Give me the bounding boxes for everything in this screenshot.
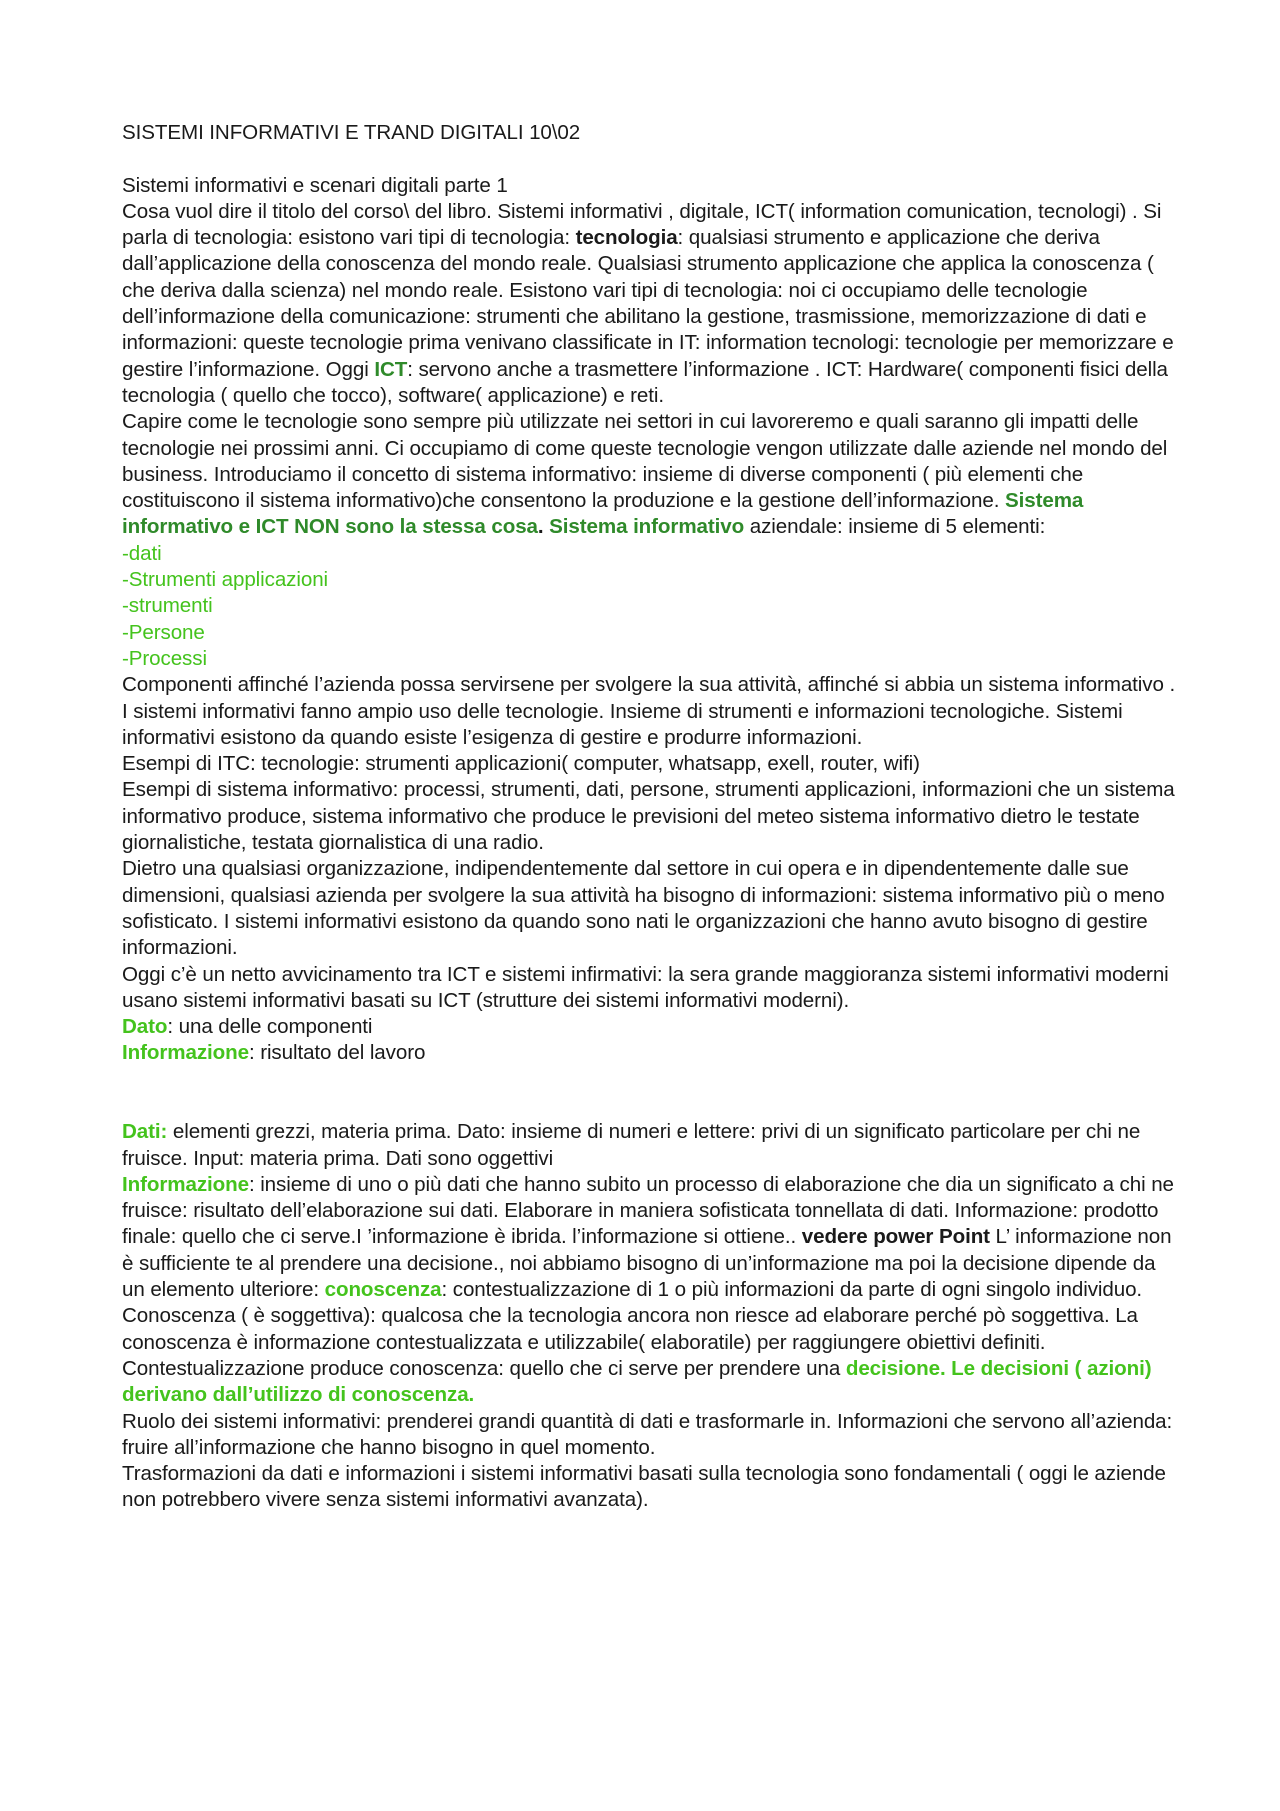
highlight-not-same: Sistema informativo e ICT NON sono la stessa cosa [122, 489, 1084, 539]
term-ict: ICT [374, 357, 408, 381]
list-item: -dati [122, 541, 162, 565]
term-informazione-2: Informazione [122, 1172, 249, 1196]
paragraph-dati: Dati: elementi grezzi, materia prima. Dato: insieme di numeri e lettere: privi di un significato particolare per chi ne fruisce. Input: materia prima. Dati sono oggettivi [122, 1120, 1141, 1170]
paragraph-sistema-informativo: Capire come le tecnologie sono sempre più utilizzate nei settori in cui lavoreremo e quali saranno gli impatti delle tecnologie nei prossimi anni. Ci occupiamo di come queste tecnologie vengon utilizzate dalle aziende nel mondo del business. Introduciamo il concetto di sistema informativo: insieme di diverse componenti ( più elementi che costituiscono il sistema informativo)che consentono la produzione e la gestione dell’informazione. Sistema informativo e ICT NON sono la stessa cosa. Sistema informativo aziendale: insieme di 5 elementi: [122, 410, 1168, 539]
paragraph-esempi-sistema: Esempi di sistema informativo: processi, strumenti, dati, persone, strumenti applicazioni, informazioni che un sistema informativo produce, sistema informativo che produce le previsioni del meteo sistema informativo dietro le testate giornalistiche, testata giornalistica di una radio. [122, 778, 1175, 855]
list-item: -Persone [122, 620, 205, 644]
term-dati: Dati: [122, 1120, 168, 1144]
list-item: -Processi [122, 646, 207, 670]
term-conoscenza: conoscenza [324, 1278, 442, 1302]
document-page [122, 120, 1182, 1514]
term-dato: Dato [122, 1015, 168, 1039]
subtitle: Sistemi informativi e scenari digitali parte 1 [122, 173, 508, 197]
term-informazione: Informazione [122, 1041, 249, 1065]
list-item: -Strumenti applicazioni [122, 568, 329, 592]
paragraph-trasformazioni: Trasformazioni da dati e informazioni i sistemi informativi basati sulla tecnologia sono fondamentali ( oggi le aziende non potrebbero vivere senza sistemi informativi avanzata). [122, 1462, 1166, 1512]
term-tecnologia: tecnologia [575, 226, 678, 250]
definition-dato: Dato: una delle componenti [122, 1015, 373, 1039]
list-item: -strumenti [122, 594, 213, 618]
definition-informazione: Informazione: risultato del lavoro [122, 1041, 426, 1065]
paragraph-ruolo: Ruolo dei sistemi informativi: prenderei grandi quantità di dati e trasformarle in. Informazioni che servono all’azienda: fruire all’informazione che hanno bisogno in quel momento. [122, 1409, 1173, 1459]
document-title: SISTEMI INFORMATIVI E TRAND DIGITALI 10\02 [122, 121, 581, 144]
term-sistema-informativo: Sistema informativo [549, 515, 745, 539]
blank-space [122, 1067, 1182, 1120]
paragraph-informazione: Informazione: insieme di uno o più dati che hanno subito un processo di elaborazione che dia un significato a chi ne fruisce: risultato dell’elaborazione sui dati. Elaborare in maniera sofisticata tonnellata di dati. Informazione: prodotto finale: quello che ci serve.I ’informazione è ibrida. l’informazione si ottiene.. vedere power Point L’ informazione non è sufficiente te al prendere una decisione., noi abbiamo bisogno di un’informazione ma poi la decisione dipende da un elemento ulteriore: conoscenza: contestualizzazione di 1 o più informazioni da parte di ogni singolo individuo. Conoscenza ( è soggettiva): qualcosa che la tecnologia ancora non riesce ad elaborare perché pò soggettiva. La conoscenza è informazione contestualizzata e utilizzabile( elaboratile) per raggiungere obiettivi definiti. Contestualizzazione produce conoscenza: quello che ci serve per prendere una decisione. Le decisioni ( azioni) derivano dall’utilizzo di conoscenza. [122, 1172, 1174, 1407]
power-point-ref: vedere power Point [801, 1225, 990, 1249]
paragraph-esempi-itc: Esempi di ITC: tecnologie: strumenti applicazioni( computer, whatsapp, exell, router, wifi) [122, 752, 920, 776]
paragraph-intro: Cosa vuol dire il titolo del corso\ del libro. Sistemi informativi , digitale, ICT( information comunication, tecnologi) . Si parla di tecnologia: esistono vari tipi di tecnologia: tecnologia: qualsiasi strumento e applicazione che deriva dall’applicazione della conoscenza del mondo reale. Qualsiasi strumento applicazione che applica la conoscenza ( che deriva dalla scienza) nel mondo reale. Esistono vari tipi di tecnologia: noi ci occupiamo delle tecnologie dell’informazione della comunicazione: strumenti che abilitano la gestione, trasmissione, memorizzazione di dati e informazioni: queste tecnologie prima venivano classificate in IT: information tecnologi: tecnologie per memorizzare e gestire l’informazione. Oggi ICT: servono anche a trasmettere l’informazione . ICT: Hardware( componenti fisici della tecnologia ( quello che tocco), software( applicazione) e reti. [122, 199, 1174, 407]
paragraph-oggi: Oggi c’è un netto avvicinamento tra ICT e sistemi infirmativi: la sera grande maggioranza sistemi informativi moderni usano sistemi informativi basati su ICT (strutture dei sistemi informativi moderni). [122, 962, 1169, 1012]
highlight-decisione: decisione. Le decisioni ( azioni) derivano dall’utilizzo di conoscenza. [122, 1356, 1152, 1407]
paragraph-componenti: Componenti affinché l’azienda possa servirsene per svolgere la sua attività, affinché si abbia un sistema informativo . I sistemi informativi fanno ampio uso delle tecnologie. Insieme di strumenti e informazioni tecnologiche. Sistemi informativi esistono da quando esiste l’esigenza di gestire e produrre informazioni. [122, 673, 1176, 749]
paragraph-organizzazione: Dietro una qualsiasi organizzazione, indipendentemente dal settore in cui opera e in dipendentemente dalle sue dimensioni, qualsiasi azienda per svolgere la sua attività ha bisogno di informazioni: sistema informativo più o meno sofisticato. I sistemi informativi esistono da quando sono nati le organizzazioni che hanno avuto bisogno di gestire informazioni. [122, 857, 1165, 960]
